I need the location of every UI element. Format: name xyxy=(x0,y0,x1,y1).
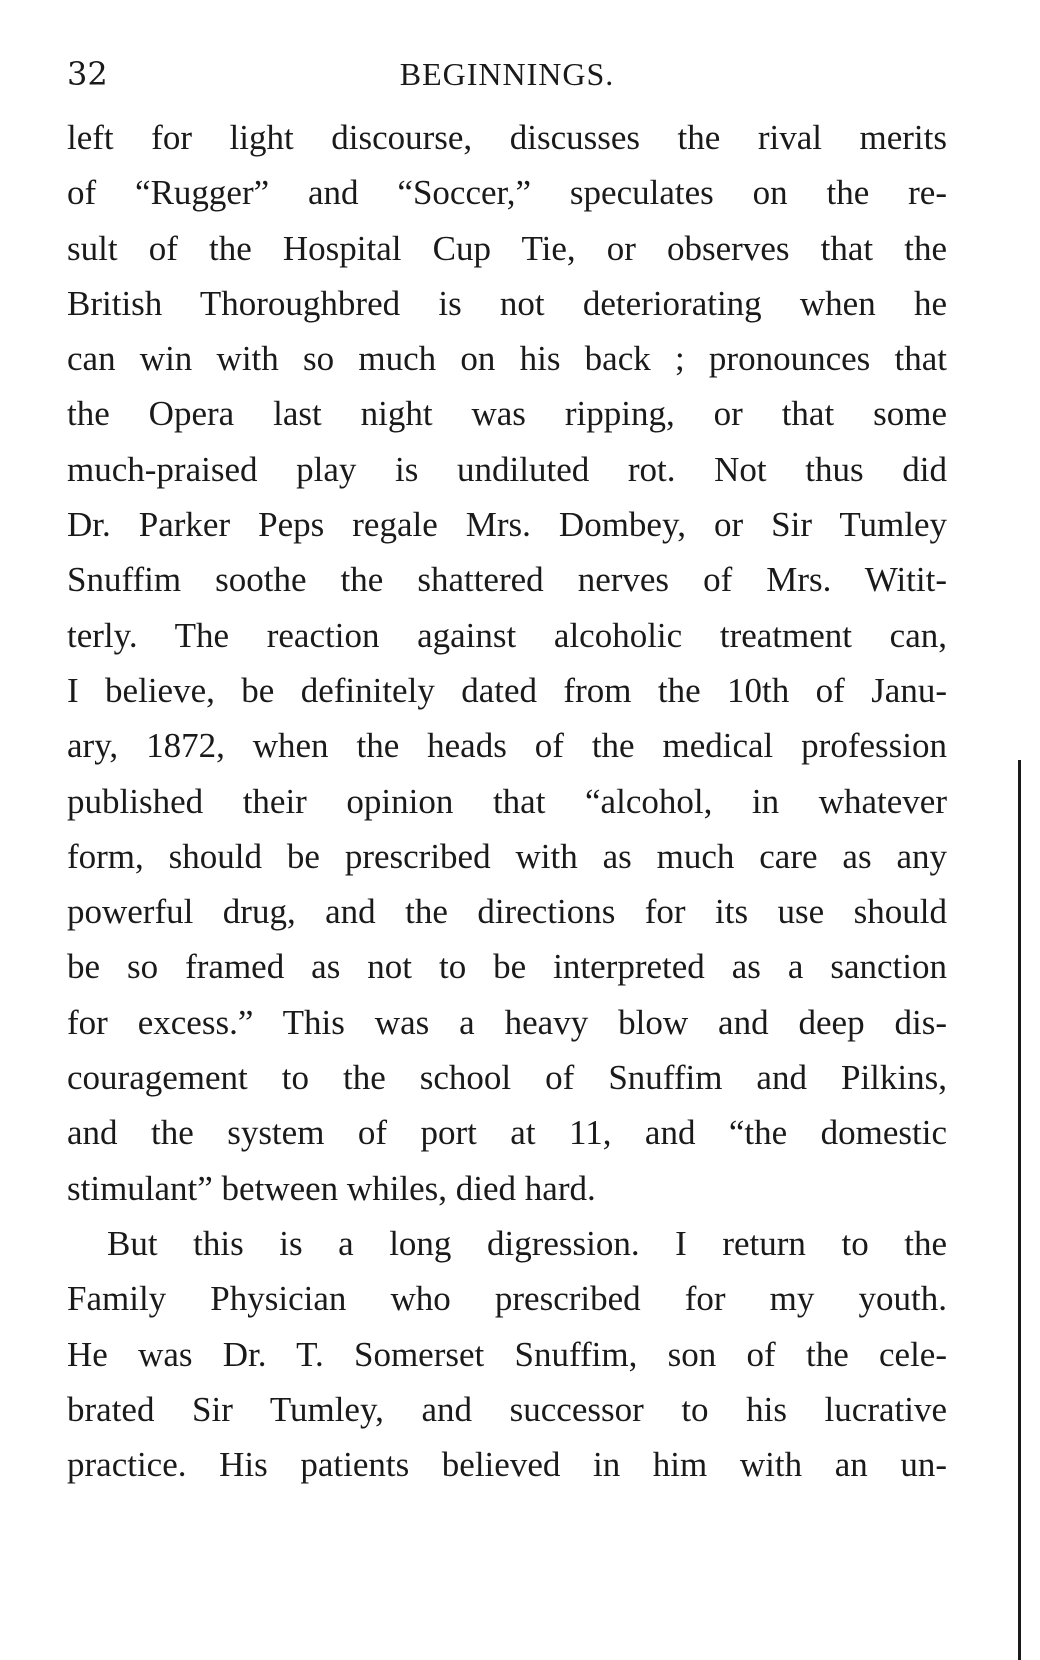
text-line: Family Physician who prescribed for my youth. xyxy=(67,1279,947,1319)
body-text xyxy=(67,110,947,1492)
text-line: He was Dr. T. Somerset Snuffim, son of the cele- xyxy=(67,1334,947,1374)
text-line: couragement to the school of Snuffim and Pilkins, xyxy=(67,1058,947,1098)
running-head: BEGINNINGS. xyxy=(399,56,615,92)
text-line: Snuffim soothe the shattered nerves of Mrs. Witit- xyxy=(67,560,947,600)
text-line: left for light discourse, discusses the rival merits xyxy=(67,118,947,157)
page-edge-rule xyxy=(1018,760,1021,1660)
text-line: for excess.” This was a heavy blow and deep dis- xyxy=(67,1002,947,1042)
text-line: British Thoroughbred is not deteriorating when he xyxy=(67,283,947,323)
text-line: be so framed as not to be interpreted as a sanction xyxy=(67,947,947,987)
text-line: and the system of port at 11, and “the domestic xyxy=(67,1113,947,1153)
text-line: published their opinion that “alcohol, in whatever xyxy=(67,781,947,821)
text-line: But this is a long digression. I return to the xyxy=(107,1223,947,1263)
text-line: form, should be prescribed with as much care as any xyxy=(67,836,947,876)
text-line: stimulant” between whiles, died hard. xyxy=(67,1168,596,1208)
text-line: practice. His patients believed in him with an un- xyxy=(67,1445,947,1485)
text-line: the Opera last night was ripping, or that some xyxy=(67,394,947,434)
text-line: ary, 1872, when the heads of the medical profession xyxy=(67,726,947,766)
text-line: can win with so much on his back ; pronounces that xyxy=(67,339,947,379)
page-number: 32 xyxy=(67,55,108,93)
text-line: Dr. Parker Peps regale Mrs. Dombey, or Sir Tumley xyxy=(67,505,947,545)
text-line: sult of the Hospital Cup Tie, or observes that the xyxy=(67,228,947,268)
text-line: of “Rugger” and “Soccer,” speculates on the re- xyxy=(67,173,947,213)
text-line: I believe, be definitely dated from the 10th of Janu- xyxy=(67,670,947,710)
text-line: brated Sir Tumley, and successor to his lucrative xyxy=(67,1389,947,1429)
text-line: much-praised play is undiluted rot. Not thus did xyxy=(67,449,947,489)
text-line: terly. The reaction against alcoholic treatment can, xyxy=(67,615,947,655)
text-line: powerful drug, and the directions for its use should xyxy=(67,892,947,932)
page-header xyxy=(67,50,947,98)
